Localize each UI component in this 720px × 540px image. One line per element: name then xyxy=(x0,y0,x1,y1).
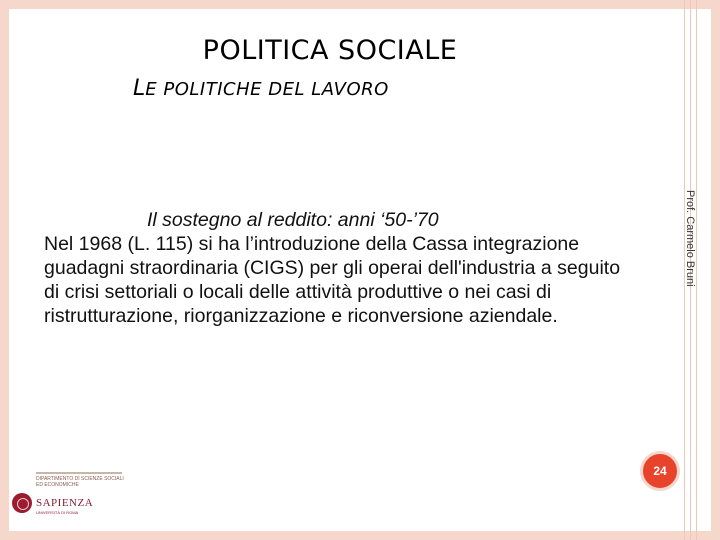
body-content xyxy=(44,208,634,328)
logo-divider xyxy=(36,472,122,474)
author-side-label: Prof. Carmelo Bruni xyxy=(684,190,696,287)
page-number-badge: 24 xyxy=(640,451,680,491)
subtitle-initial: L xyxy=(133,76,146,101)
university-logo xyxy=(12,468,132,524)
university-name: SAPIENZA xyxy=(36,497,94,509)
slide-title: POLITICA SOCIALE xyxy=(202,35,458,66)
department-name: DIPARTIMENTO DI SCIENZE SOCIALI ED ECONOMICHE xyxy=(36,476,124,488)
body-heading: Il sostegno al reddito: anni ‘50-’70 xyxy=(147,209,439,231)
seal-icon xyxy=(12,493,32,513)
university-subtitle: UNIVERSITÀ DI ROMA xyxy=(36,510,79,515)
body-paragraph: Nel 1968 (L. 115) si ha l’introduzione della Cassa integrazione guadagni straordinaria (CIGS) per gli operai dell'industria a seguito di crisi settoriali o locali delle attività produttive o nei casi di ristrutturazione, riorganizzazione e riconversione aziendale. xyxy=(44,233,621,327)
slide-subtitle xyxy=(133,76,389,101)
subtitle-rest: E POLITICHE DEL LAVORO xyxy=(145,79,389,100)
